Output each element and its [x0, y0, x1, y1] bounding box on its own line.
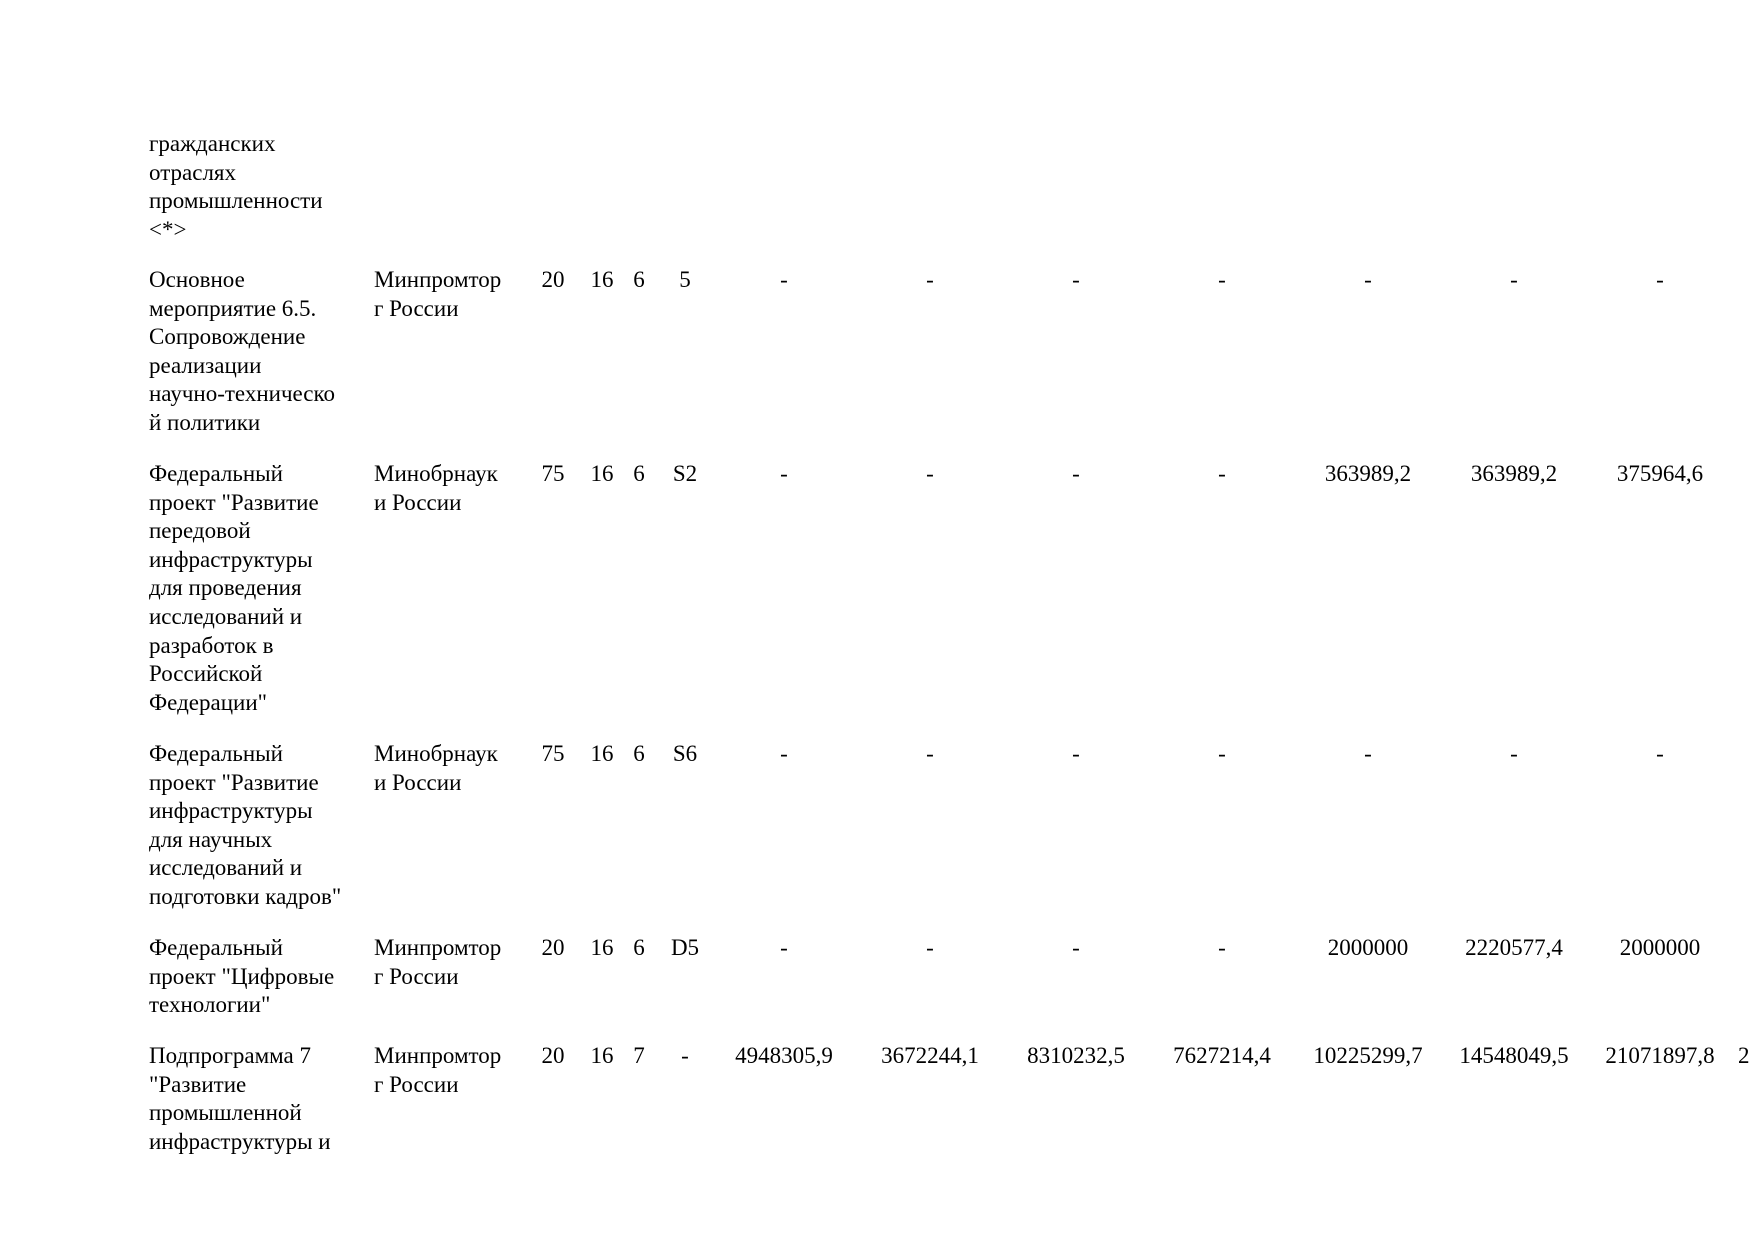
row-code-cell: D5: [670, 935, 700, 960]
row-value-cell: -: [1072, 935, 1080, 960]
row-value-cell: -: [780, 935, 788, 960]
row-pr-cell: 6: [633, 741, 645, 766]
row-value-cell: -: [1072, 267, 1080, 292]
row-value-cell: -: [1072, 741, 1080, 766]
row-value-cell: 21071897,8: [1605, 1043, 1715, 1068]
row-value-cell: 10225299,7: [1313, 1043, 1423, 1068]
row-rz-cell: 16: [590, 1043, 614, 1068]
row-value-cell: -: [1072, 461, 1080, 486]
row-value-cell: -: [1218, 267, 1226, 292]
row-name-cell: гражданских отраслях промышленности <*>: [149, 131, 323, 242]
row-rz-cell: 16: [590, 741, 614, 766]
row-value-cell: -: [926, 741, 934, 766]
row-value-cell: -: [926, 267, 934, 292]
row-code-cell: -: [681, 1043, 689, 1068]
row-rz-cell: 16: [590, 461, 614, 486]
row-value-cell: 2: [1738, 1043, 1750, 1068]
row-pr-cell: 6: [633, 935, 645, 960]
row-name-cell: Основное мероприятие 6.5. Сопровождение реализации научно-техническо й политики: [149, 267, 336, 435]
row-org-cell: Минобрнаук и России: [374, 461, 498, 515]
row-name-cell: Федеральный проект "Цифровые технологии": [149, 935, 335, 1018]
row-value-cell: 2220577,4: [1465, 935, 1563, 960]
row-org-cell: Минпромтор г России: [374, 1043, 502, 1097]
row-value-cell: -: [1510, 741, 1518, 766]
row-value-cell: 363989,2: [1470, 461, 1558, 486]
row-value-cell: -: [926, 935, 934, 960]
row-value-cell: -: [780, 461, 788, 486]
row-name-cell: Подпрограмма 7 "Развитие промышленной инфраструктуры и: [149, 1043, 331, 1154]
row-name-cell: Федеральный проект "Развитие инфраструктуры для научных исследований и подготовки кадров": [149, 741, 342, 909]
row-rz-cell: 16: [590, 267, 614, 292]
row-value-cell: 2000000: [1619, 935, 1701, 960]
row-grbs-cell: 20: [541, 935, 565, 960]
row-rz-cell: 16: [590, 935, 614, 960]
row-value-cell: -: [1218, 741, 1226, 766]
row-value-cell: -: [1510, 267, 1518, 292]
row-value-cell: -: [1656, 741, 1664, 766]
row-name-cell: Федеральный проект "Развитие передовой инфраструктуры для проведения исследований и разработок в Российской Федерации": [149, 461, 319, 715]
row-pr-cell: 7: [633, 1043, 645, 1068]
row-grbs-cell: 20: [541, 267, 565, 292]
row-value-cell: -: [926, 461, 934, 486]
row-value-cell: -: [780, 267, 788, 292]
row-value-cell: 14548049,5: [1459, 1043, 1569, 1068]
row-org-cell: Минпромтор г России: [374, 267, 502, 321]
row-value-cell: 375964,6: [1616, 461, 1704, 486]
row-grbs-cell: 20: [541, 1043, 565, 1068]
row-value-cell: 7627214,4: [1173, 1043, 1271, 1068]
row-code-cell: 5: [679, 267, 691, 292]
row-value-cell: -: [780, 741, 788, 766]
row-value-cell: 8310232,5: [1027, 1043, 1125, 1068]
row-code-cell: S6: [672, 741, 698, 766]
row-code-cell: S2: [672, 461, 698, 486]
row-grbs-cell: 75: [541, 741, 565, 766]
row-value-cell: -: [1656, 267, 1664, 292]
row-value-cell: 4948305,9: [735, 1043, 833, 1068]
row-org-cell: Минпромтор г России: [374, 935, 502, 989]
row-value-cell: 3672244,1: [881, 1043, 979, 1068]
row-value-cell: -: [1364, 267, 1372, 292]
row-value-cell: 2000000: [1327, 935, 1409, 960]
row-value-cell: -: [1364, 741, 1372, 766]
row-value-cell: -: [1218, 935, 1226, 960]
row-value-cell: -: [1218, 461, 1226, 486]
row-value-cell: 363989,2: [1324, 461, 1412, 486]
row-grbs-cell: 75: [541, 461, 565, 486]
row-pr-cell: 6: [633, 461, 645, 486]
row-pr-cell: 6: [633, 267, 645, 292]
row-org-cell: Минобрнаук и России: [374, 741, 498, 795]
